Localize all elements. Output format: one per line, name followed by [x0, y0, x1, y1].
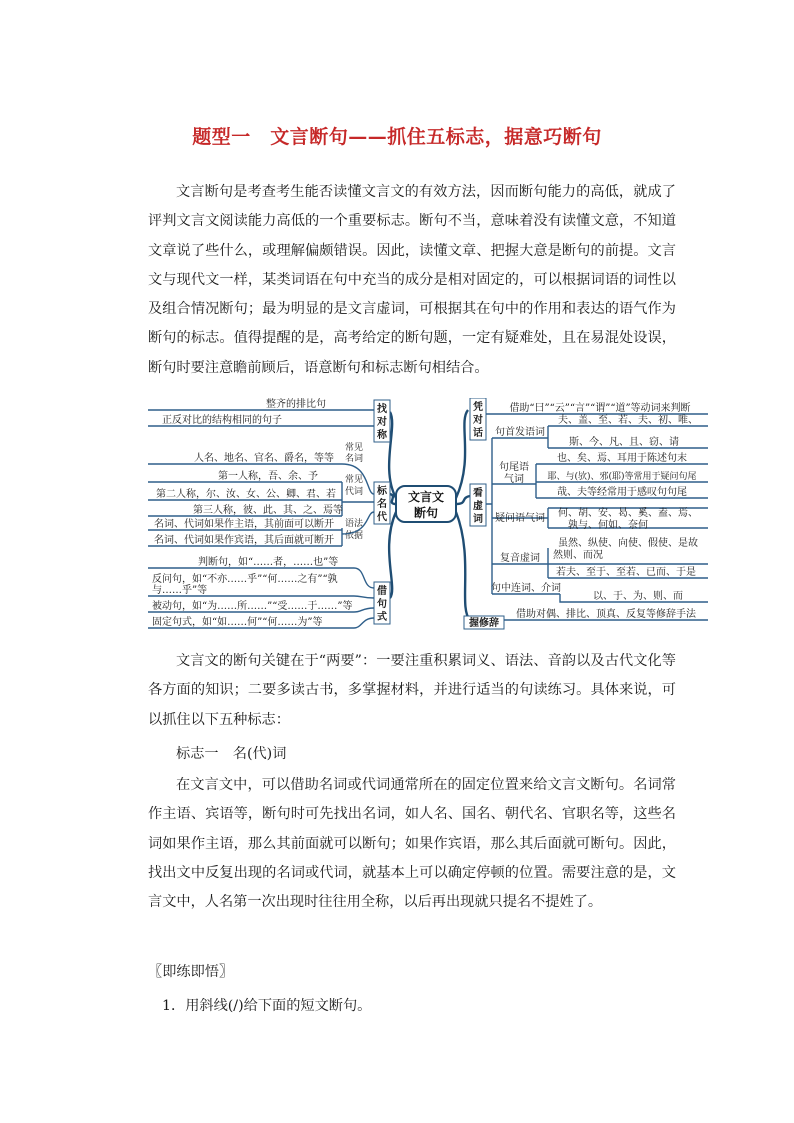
label-changjian-daici-2: 代词 — [344, 487, 364, 497]
label-kanxuci-3: 词 — [473, 514, 483, 525]
label-biaomingdai-1: 标 — [377, 486, 387, 497]
label-biaomingdai-3: 代 — [377, 512, 387, 523]
label-kanxuci-2: 虚 — [473, 501, 483, 512]
item-juwei-2: 耶、与(欤)、邪(耶)等常用于疑问句尾 — [547, 472, 697, 482]
biaozhi1-heading: 标志一 名(代)词 — [176, 746, 287, 762]
item-yufa-yiju-2: 名词、代词如果作宾语，其后面就可断开 — [154, 535, 334, 546]
item-pingduihua-1: 借助“曰”“云”“言”“谓”“道”等动词来判断 — [509, 403, 691, 414]
mindmap-branch-right-mid — [456, 496, 470, 504]
item-jushou-2: 斯、今、凡、且、窃、请 — [569, 437, 679, 448]
mindmap-branch-right-top — [456, 410, 468, 498]
item-juzhong-1: 以、于、为、则、而 — [593, 591, 683, 602]
item-yufa-yiju-1: 名词、代词如果作主语，其前面可以断开 — [154, 519, 334, 530]
intro-paragraph: 文言断句是考查考生能否读懂文言文的有效方法，因而断句能力的高低，就成了评判文言文阅读能力高低的一个重要标志。断句不当，意味着没有读懂文意，不知道文章说了些什么，或理解偏颇错误。因此，读懂文章、把握大意是断句的前提。文言文与现代文一样，某类词语在句中充当的成分是相对固定的，可以根据词语的词性以及组合情况断句；最为明显的是文言虚词，可根据其在句中的作用和表达的语气作为断句的标志。值得提醒的是，高考给定的断句题，一定有疑难处，且在易混处设误，断句时要注意瞻前顾后，语意断句和标志断句相结合。 — [148, 184, 676, 376]
item-yiwen-1: 何、胡、安、曷、奚、盍、焉、 — [558, 508, 698, 519]
item-changjian-daici-1: 第一人称，吾、余、予 — [218, 471, 318, 482]
label-jiejushi-1: 借 — [377, 586, 387, 597]
label-fuyin: 复音虚词 — [500, 553, 540, 564]
label-changjian-mingci-2: 名词 — [344, 454, 364, 464]
label-duichen-2: 对 — [377, 417, 387, 428]
lianyao-paragraph: 文言文的断句关键在于“两要”：一要注重积累词义、语法、音韵以及古代文化等各方面的知识；二要多读古书，多掌握材料，并进行适当的句读练习。具体来说，可以抓住以下五种标志： — [148, 653, 676, 728]
label-juzhong: 句中连词、介词 — [491, 583, 561, 594]
line-kanxuci-trunk — [486, 438, 492, 594]
mindmap-center-line2: 断句 — [413, 506, 439, 520]
item-duichen-1: 整齐的排比句 — [266, 399, 326, 410]
item-jiejushi-2: 反问句，如“不亦……乎”“何……之有”“孰 — [152, 574, 338, 585]
item-juwei-3: 哉、夫等经常用于感叹句句尾 — [557, 487, 687, 498]
item-jiejushi-3: 与……乎”等 — [152, 585, 208, 596]
label-juwei-2: 气词 — [504, 474, 524, 485]
mindmap-center-line1: 文言文 — [407, 490, 445, 504]
label-duichen-1: 找 — [377, 404, 387, 415]
label-wocixiu: 握修辞 — [469, 618, 499, 629]
label-jushou: 句首发语词 — [495, 427, 545, 438]
label-kanxuci-1: 看 — [473, 488, 483, 499]
item-duichen-2: 正反对比的结构相同的句子 — [162, 415, 282, 426]
label-yufa-yiju-2: 依据 — [344, 531, 364, 541]
label-duichen-3: 称 — [377, 430, 387, 441]
label-biaomingdai-2: 名 — [377, 499, 387, 510]
item-juwei-1: 也、矣、焉、耳用于陈述句末 — [557, 453, 687, 464]
label-jiejushi-2: 句 — [377, 599, 387, 610]
item-wocixiu-1: 借助对偶、排比、顶真、反复等修辞手法 — [516, 609, 696, 620]
item-changjian-mingci-1: 人名、地名、官名、爵名，等等 — [194, 453, 334, 464]
item-yiwen-2: 孰与、何如、奈何 — [568, 520, 648, 531]
item-fuyin-2: 然则、而况 — [553, 550, 603, 561]
item-jiejushi-1: 判断句，如“……者，……也”等 — [198, 557, 339, 568]
label-changjian-mingci-1: 常见 — [344, 443, 364, 453]
label-jiejushi-3: 式 — [377, 612, 387, 623]
item-changjian-daici-3: 第三人称，彼、此、其、之、焉等 — [193, 505, 343, 516]
mindmap-branch-right-bot — [456, 512, 470, 620]
label-yiwen: 疑问语气词 — [495, 513, 545, 524]
mingci-paragraph: 在文言文中，可以借助名词或代词通常所在的固定位置来给文言文断句。名词常作主语、宾语等，断句时可先找出名词，如人名、国名、朝代名、官职名等，这些名词如果作主语，那么其前面就可以断句；如果作宾语，那么其后面就可断句。因此，找出文中反复出现的名词或代词，就基本上可以确定停顿的位置。需要注意的是，文言文中，人名第一次出现时往往用全称，以后再出现就只提名不提姓了。 — [148, 777, 676, 911]
label-pingduihua-2: 对 — [473, 415, 483, 426]
question-1: 1．用斜线(/)给下面的短文断句。 — [162, 998, 372, 1014]
item-fuyin-3: 若夫、至于、至若、已而、于是 — [556, 567, 696, 578]
label-pingduihua-1: 凭 — [473, 402, 483, 413]
jilian-heading: 〖即练即悟〗 — [148, 964, 234, 980]
label-yufa-yiju-1: 语法 — [344, 519, 364, 529]
label-juwei-1: 句尾语 — [499, 462, 529, 473]
item-jushou-1: 夫、盖、至、若、夫、初、唯、 — [558, 415, 698, 426]
label-pingduihua-3: 话 — [473, 428, 483, 439]
mindmap-diagram — [148, 398, 708, 630]
item-fuyin-1: 虽然、纵使、向使、假使、是故 — [558, 538, 698, 549]
label-changjian-daici-1: 常见 — [344, 475, 364, 485]
page-title: 题型一 文言断句——抓住五标志，据意巧断句 — [192, 126, 602, 148]
item-jiejushi-5: 固定句式，如“如……何”“何……为”等 — [152, 617, 323, 628]
item-jiejushi-4: 被动句，如“为……所……”“受……于……”等 — [152, 601, 353, 612]
item-changjian-daici-2: 第二人称，尔、汝、女、公、卿、君、若 — [156, 489, 336, 500]
